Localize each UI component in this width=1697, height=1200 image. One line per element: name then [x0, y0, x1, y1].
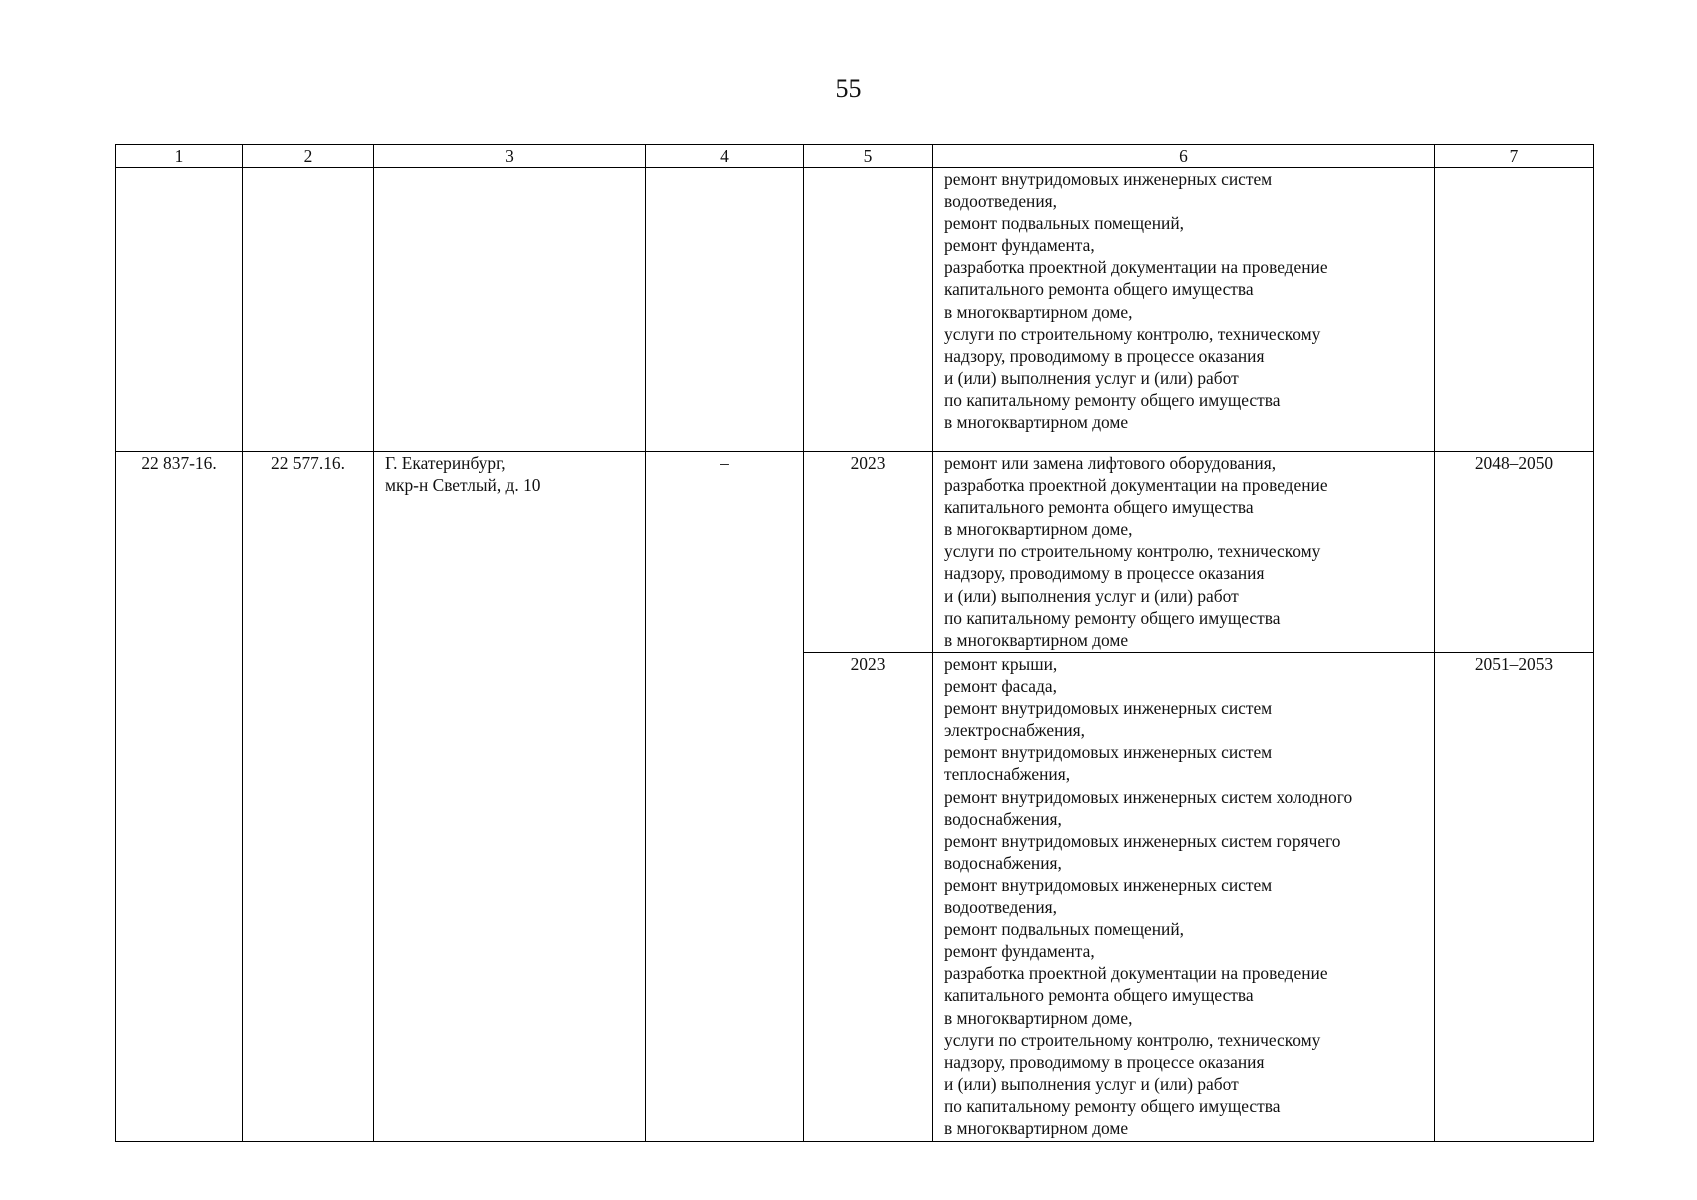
text-line: в многоквартирном доме, — [944, 301, 1133, 322]
cell-col1-number: 22 837-16. — [116, 452, 243, 1142]
column-header-6: 6 — [933, 145, 1435, 168]
period-cell: 2051–2053 — [1435, 653, 1594, 1142]
text-line: услуги по строительному контролю, техническому — [944, 323, 1321, 344]
text-line: ремонт внутридомовых инженерных систем холодного — [944, 786, 1353, 807]
text-line: в многоквартирном доме — [944, 1117, 1129, 1138]
column-header-3: 3 — [374, 145, 646, 168]
period-cell: 2048–2050 — [1435, 452, 1594, 653]
text-line: надзору, проводимому в процессе оказания — [944, 345, 1265, 366]
text-line: ремонт подвальных помещений, — [944, 213, 1184, 234]
text-line: разработка проектной документации на проведение — [944, 257, 1328, 278]
cell-empty — [804, 168, 933, 452]
text-line: по капитальному ремонту общего имущества — [944, 607, 1281, 628]
text-line: капитального ремонта общего имущества — [944, 279, 1254, 300]
text-line: ремонт внутридомовых инженерных систем — [944, 874, 1273, 895]
text-line: капитального ремонта общего имущества — [944, 985, 1254, 1006]
cell-empty — [243, 168, 374, 452]
text-line: капитального ремонта общего имущества — [944, 497, 1254, 518]
cell-empty — [646, 168, 804, 452]
text-line: в многоквартирном доме, — [944, 519, 1133, 540]
text-line: ремонт внутридомовых инженерных систем — [944, 698, 1273, 719]
works-list-cell — [933, 168, 1435, 452]
cell-empty — [1435, 168, 1594, 452]
text-line: ремонт подвальных помещений, — [944, 919, 1184, 940]
text-line: по капитальному ремонту общего имущества — [944, 1095, 1281, 1116]
capital-repair-table — [115, 144, 1594, 1142]
text-line: услуги по строительному контролю, техническому — [944, 541, 1321, 562]
text-line: в многоквартирном доме — [944, 412, 1129, 433]
text-line: надзору, проводимому в процессе оказания — [944, 563, 1265, 584]
cell-col4-dash: – — [646, 452, 804, 1142]
works-list-cell — [933, 653, 1435, 1142]
text-line: разработка проектной документации на проведение — [944, 963, 1328, 984]
text-line: и (или) выполнения услуг и (или) работ — [944, 585, 1239, 606]
column-header-7: 7 — [1435, 145, 1594, 168]
cell-col2-number: 22 577.16. — [243, 452, 374, 1142]
column-header-2: 2 — [243, 145, 374, 168]
text-line: ремонт внутридомовых инженерных систем — [944, 169, 1273, 189]
text-line: ремонт внутридомовых инженерных систем — [944, 742, 1273, 763]
year-cell: 2023 — [804, 452, 933, 653]
table-row-continuation — [116, 168, 1594, 452]
text-line: водоотведения, — [944, 897, 1058, 918]
text-line: водоснабжения, — [944, 808, 1062, 829]
text-line: мкр-н Светлый, д. 10 — [385, 475, 541, 496]
text-line: и (или) выполнения услуг и (или) работ — [944, 1073, 1239, 1094]
text-line: водоснабжения, — [944, 852, 1062, 873]
cell-empty — [374, 168, 646, 452]
text-line: электроснабжения, — [944, 720, 1086, 741]
text-line: и (или) выполнения услуг и (или) работ — [944, 367, 1239, 388]
text-line: ремонт фундамента, — [944, 235, 1095, 256]
text-line: по капитальному ремонту общего имущества — [944, 389, 1281, 410]
column-header-1: 1 — [116, 145, 243, 168]
table-header-row — [116, 145, 1594, 168]
text-line: услуги по строительному контролю, техническому — [944, 1029, 1321, 1050]
text-line: в многоквартирном доме — [944, 629, 1129, 650]
text-line: Г. Екатеринбург, — [385, 453, 506, 473]
year-cell: 2023 — [804, 653, 933, 1142]
address-cell — [374, 452, 646, 1142]
text-line: теплоснабжения, — [944, 764, 1071, 785]
cell-empty — [116, 168, 243, 452]
text-line: надзору, проводимому в процессе оказания — [944, 1051, 1265, 1072]
works-list-cell — [933, 452, 1435, 653]
text-line: ремонт внутридомовых инженерных систем горячего — [944, 830, 1341, 851]
page-number: 55 — [835, 74, 862, 103]
text-line: ремонт фундамента, — [944, 941, 1095, 962]
text-line: водоотведения, — [944, 191, 1058, 212]
text-line: ремонт или замена лифтового оборудования, — [944, 453, 1277, 473]
text-line: разработка проектной документации на проведение — [944, 475, 1328, 496]
text-line: ремонт крыши, — [944, 654, 1058, 674]
column-header-5: 5 — [804, 145, 933, 168]
text-line: в многоквартирном доме, — [944, 1007, 1133, 1028]
table-row-building — [116, 452, 1594, 653]
text-line: ремонт фасада, — [944, 676, 1057, 697]
column-header-4: 4 — [646, 145, 804, 168]
